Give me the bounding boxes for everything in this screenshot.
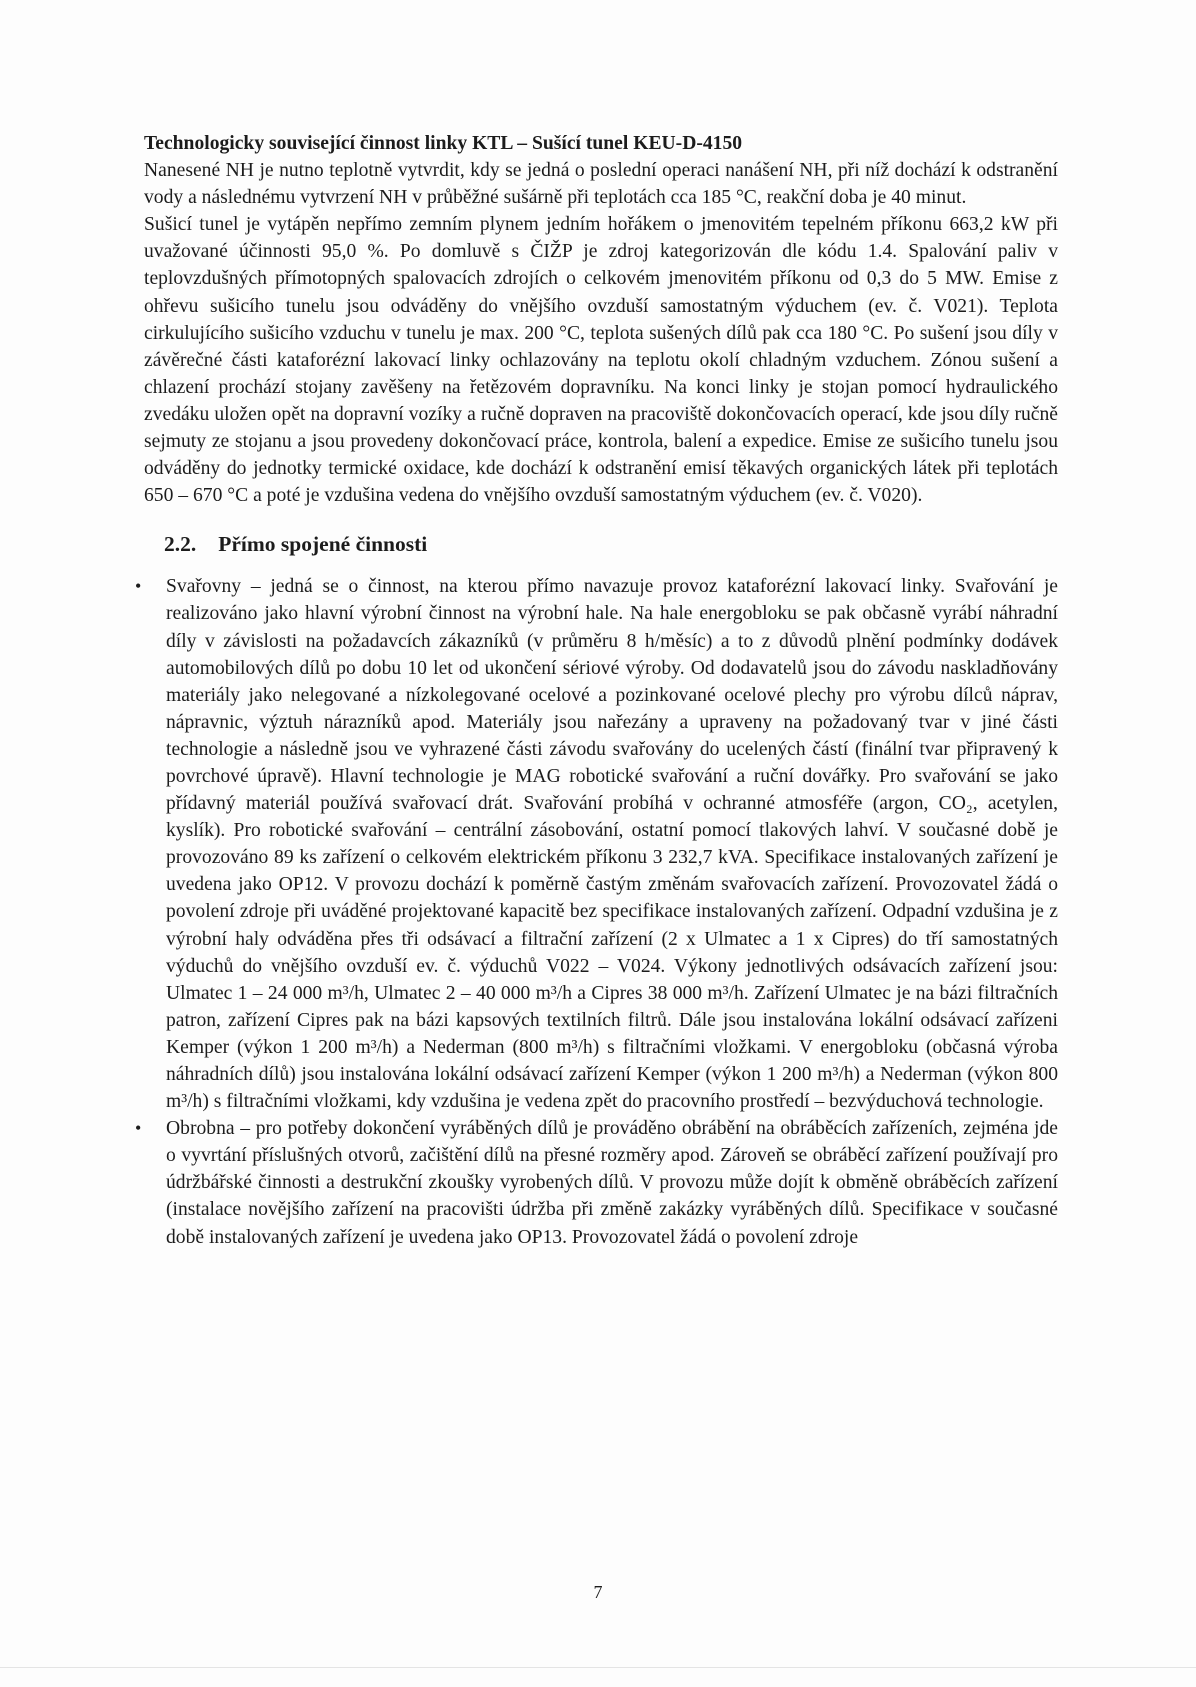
page-content [135,130,1058,1251]
subsection-number: 2.2. [164,532,197,557]
scan-edge-divider [0,1667,1196,1668]
page-number: 7 [593,1582,603,1602]
activities-list [135,573,1058,1250]
subsection-title: Přímo spojené činnosti [218,532,428,557]
list-item-machining [135,1115,1058,1250]
section-title: Technologicky související činnost linky KTL – Sušící tunel KEU-D-4150 [144,133,743,154]
list-item-text: Obrobna – pro potřeby dokončení vyráběných dílů je prováděno obrábění na obráběcích zařízeních, zejména jde o vyvrtání příslušných otvorů, začištění dílů na přesné rozměry apod. Zároveň se obráběcí zařízení používají pro údržbářské činnosti a destrukční zkoušky vyrobených dílů. V provozu může dojít k obměně obráběcích zařízení (instalace novějšího zařízení na pracovišti údržba při změně zakázky vyráběných dílů. Specifikace v současné době instalovaných zařízení je uvedena jako OP13. Provozovatel žádá o povolení zdroje [166,1118,1058,1248]
list-item-welding [135,573,1058,1115]
bullet-icon: • [135,576,142,597]
paragraph-drying-intro: Nanesené NH je nutno teplotně vytvrdit, kdy se jedná o poslední operaci nanášení NH, při níž dochází k odstranění vody a následnému vytvrzení NH v průběžné sušárně při teplotách cca 185 °C, reakční doba je 40 minut. [144,160,1058,209]
subsection-heading [144,529,1058,559]
list-item-text: Svařovny – jedná se o činnost, na kterou přímo navazuje provoz kataforézní lakovací linky. Svařování je realizováno jako hlavní výrobní činnost na výrobní hale. Na hale energobloku se pak občasně vyrábí náhradní díly v závislosti na požadavcích zákazníků (v průměru 8 h/měsíc) a to z důvodů plnění podmínky dodávek automobilových dílů po dobu 10 let od ukončení sériové výroby. Od dodavatelů jsou do závodu naskladňovány materiály jako nelegované a nízkolegované ocelové a pozinkované ocelové plechy pro výrobu dílců náprav, nápravnic, výztuh nárazníků apod. Materiály jsou nařezány a upraveny na požadovaný tvar v jiné části technologie a následně jsou ve vyhrazené části závodu svařovány do ucelených částí (finální tvar připravený k povrchové úpravě). Hlavní technologie je MAG robotické svařování a ruční dovářky. Pro svařování se jako přídavný materiál používá svařovací drát. Svařování probíhá v ochranné atmosféře (argon, CO₂, acetylen, kyslík). Pro robotické svařování – centrální zásobování, ostatní pomocí tlakových lahví. V současné době je provozováno 89 ks zařízení o celkovém elektrickém příkonu 3 232,7 kVA. Specifikace instalovaných zařízení je uvedena jako OP12. V provozu dochází k poměrně častým změnám svařovacích zařízení. Provozovatel žádá o povolení zdroje při uváděné projektované kapacitě bez specifikace instalovaných zařízení. Odpadní vzdušina je z výrobní haly odváděna přes tři odsávací a filtrační zařízení (2 x Ulmatec a 1 x Cipres) do tří samostatných výduchů do vnějšího ovzduší ev. č. výduchů V022 – V024. Výkony jednotlivých odsávacích zařízení jsou: Ulmatec 1 – 24 000 m³/h, Ulmatec 2 – 40 000 m³/h a Cipres 38 000 m³/h. Zařízení Ulmatec je na bázi filtračních patron, zařízení Cipres pak na bázi kapsových textilních filtrů. Dále jsou instalována lokální odsávací zařízeni Kemper (výkon 1 200 m³/h) a Nederman (800 m³/h) s filtračními vložkami. V energobloku (občasná výroba náhradních dílů) jsou instalována lokální odsávací zařízení Kemper (výkon 1 200 m³/h) a Nederman (výkon 800 m³/h) s filtračními vložkami, kdy vzdušina je vedena zpět do pracovního prostředí – bezvýduchová technologie. [166,576,1058,1113]
bullet-icon: • [135,1118,142,1139]
paragraph-drying-tunnel: Sušicí tunel je vytápěn nepřímo zemním plynem jedním hořákem o jmenovitém tepelném příkonu 663,2 kW při uvažované účinnosti 95,0 %. Po domluvě s ČIŽP je zdroj kategorizován dle kódu 1.4. Spalování paliv v teplovzdušných přímotopných spalovacích zdrojích o celkovém jmenovitém příkonu od 0,3 do 5 MW. Emise z ohřevu sušicího tunelu jsou odváděny do vnějšího ovzduší samostatným výduchem (ev. č. V021). Teplota cirkulujícího sušicího vzduchu v tunelu je max. 200 °C, teplota sušených dílů pak cca 180 °C. Po sušení jsou díly v závěrečné části kataforézní lakovací linky ochlazovány na teplotu okolí chladným vzduchem. Zónou sušení a chlazení prochází stojany zavěšeny na řetězovém dopravníku. Na konci linky je stojan pomocí hydraulického zvedáku uložen opět na dopravní vozíky a ručně dopraven na pracoviště dokončovacích operací, kde jsou díly ručně sejmuty ze stojanu a jsou provedeny dokončovací práce, kontrola, balení a expedice. Emise ze sušicího tunelu jsou odváděny do jednotky termické oxidace, kde dochází k odstranění emisí těkavých organických látek při teplotách 650 – 670 °C a poté je vzdušina vedena do vnějšího ovzduší samostatným výduchem (ev. č. V020). [144,214,1058,507]
